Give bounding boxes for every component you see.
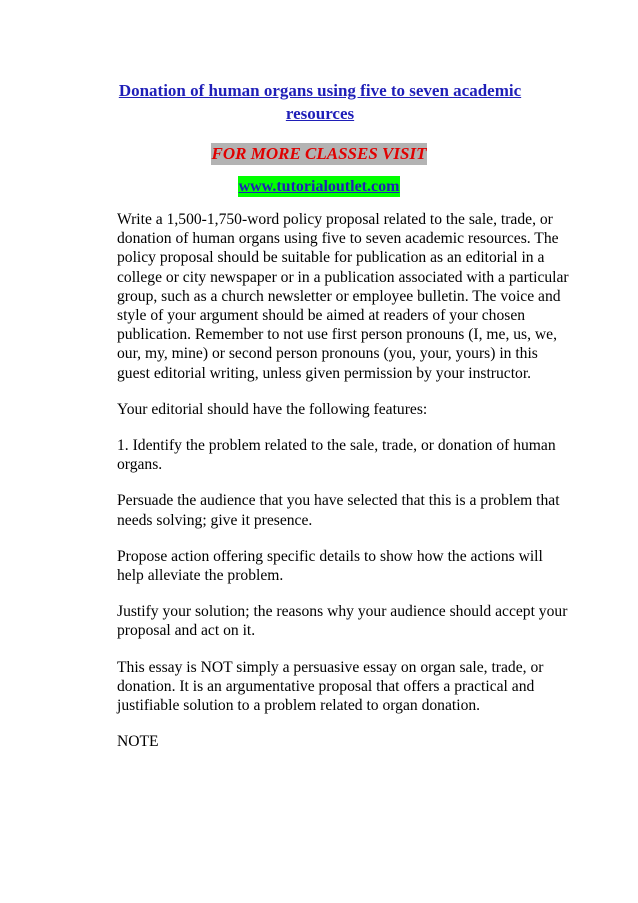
features-intro-paragraph: Your editorial should have the following features:: [117, 400, 428, 418]
feature-propose-paragraph: Propose action offering specific details to show how the actions will help alleviate the problem.: [117, 547, 543, 585]
feature-justify-paragraph: Justify your solution; the reasons why your audience should accept your proposal and act on it.: [117, 603, 568, 640]
website-link[interactable]: www.tutorialoutlet.com: [238, 178, 400, 195]
essay-note-paragraph: This essay is NOT simply a persuasive essay on organ sale, trade, or donation. It is an argumentative proposal that offers a practical and justifiable solution to a problem related to organ donation.: [117, 658, 544, 715]
visit-banner: FOR MORE CLASSES VISIT: [211, 144, 427, 163]
visit-banner-line: [0, 143, 638, 165]
intro-paragraph: Write a 1,500-1,750-word policy proposal related to the sale, trade, or donation of human organs using five to seven academic resources. The policy proposal should be suitable for publication as an editorial in a college or city newspaper or in a publication associated with a particular group, such as a church newsletter or employee bulletin. The voice and style of your argument should be aimed at readers of your chosen publication. Remember to not use first person pronouns (I, me, us, we, our, my, mine) or second person pronouns (you, your, yours) in this guest editorial writing, unless given permission by your instructor.: [117, 211, 569, 382]
url-banner-line: [0, 176, 638, 197]
document-title: Donation of human organs using five to seven academic resources: [118, 81, 522, 123]
document-body: [117, 210, 572, 768]
feature-persuade-paragraph: Persuade the audience that you have selected that this is a problem that needs solving; give it presence.: [117, 492, 560, 529]
feature-identify-paragraph: 1. Identify the problem related to the sale, trade, or donation of human organs.: [117, 437, 556, 474]
note-heading: NOTE: [117, 733, 159, 751]
